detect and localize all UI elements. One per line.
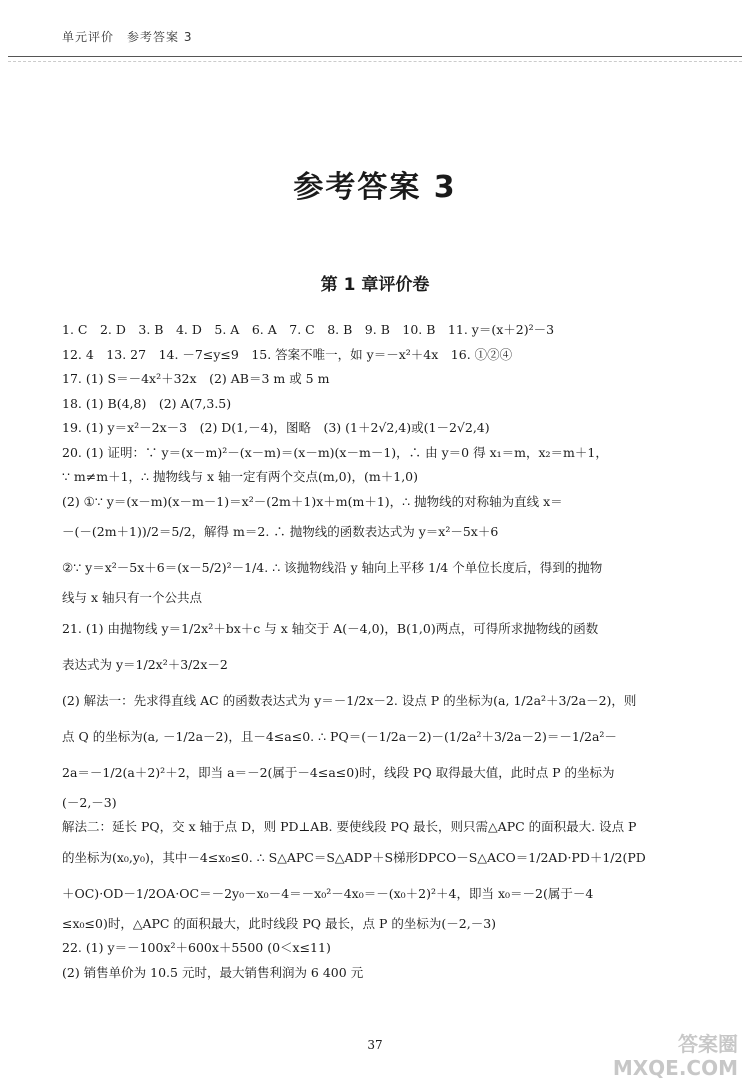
page-number: 37 bbox=[367, 1038, 383, 1052]
answer-line: ＋OC)·OD－1/2OA·OC＝－2y₀－x₀－4＝－x₀²－4x₀＝－(x₀＋2)²＋4，即当 x₀＝－2(属于－4 bbox=[62, 885, 594, 901]
answer-line: 18. (1) B(4,8) (2) A(7,3.5) bbox=[62, 395, 232, 411]
watermark bbox=[613, 1032, 738, 1080]
answer-line: 解法二：延长 PQ，交 x 轴于点 D，则 PD⊥AB. 要使线段 PQ 最长，则只需△APC 的面积最大. 设点 P bbox=[62, 819, 637, 834]
answer-line: 线与 x 轴只有一个公共点 bbox=[62, 590, 202, 605]
answer-line: －(－(2m＋1))/2＝5/2，解得 m＝2. ∴ 抛物线的函数表达式为 y＝x²－5x＋6 bbox=[62, 524, 499, 539]
answer-line: ∵ m≠m＋1，∴ 抛物线与 x 轴一定有两个交点(m,0)，(m＋1,0) bbox=[62, 469, 419, 484]
answer-line: 12. 4 13. 27 14. －7≤y≤9 15. 答案不唯一，如 y＝－x²＋4x 16. ①②④ bbox=[62, 346, 513, 362]
answer-line: (2) 销售单价为 10.5 元时，最大销售利润为 6 400 元 bbox=[62, 964, 364, 980]
page-title: 参考答案 3 bbox=[293, 170, 457, 205]
answer-line: 17. (1) S＝－4x²＋32x (2) AB＝3 m 或 5 m bbox=[62, 371, 330, 386]
answer-line: 的坐标为(x₀,y₀)，其中－4≤x₀≤0. ∴ S△APC＝S△ADP＋S梯形DPCO－S△ACO＝1/2AD·PD＋1/2(PD bbox=[62, 849, 646, 865]
answer-line: 1. C 2. D 3. B 4. D 5. A 6. A 7. C 8. B 9. B 10. B 11. y＝(x＋2)²－3 bbox=[62, 322, 555, 337]
answer-line: ②∵ y＝x²－5x＋6＝(x－5/2)²－1/4. ∴ 该抛物线沿 y 轴向上平移 1/4 个单位长度后，得到的抛物 bbox=[62, 560, 603, 575]
answer-line: ≤x₀≤0)时，△APC 的面积最大，此时线段 PQ 最长，点 P 的坐标为(－2,－3) bbox=[62, 915, 497, 931]
answer-line: 点 Q 的坐标为(a, －1/2a－2)，且－4≤a≤0. ∴ PQ＝(－1/2a－2)－(1/2a²＋3/2a－2)＝－1/2a²－ bbox=[62, 728, 617, 744]
answer-line: (－2,－3) bbox=[62, 794, 117, 810]
answer-line: 19. (1) y＝x²－2x－3 (2) D(1,－4)，图略 (3) (1＋2√2,4)或(1－2√2,4) bbox=[62, 420, 490, 435]
answer-line: 22. (1) y＝－100x²＋600x＋5500 (0＜x≤11) bbox=[62, 940, 331, 955]
header-rule-dashed bbox=[8, 61, 742, 62]
answer-body bbox=[62, 318, 722, 985]
answer-line: 20. (1) 证明：∵ y＝(x－m)²－(x－m)＝(x－m)(x－m－1)，∴ 由 y＝0 得 x₁＝m，x₂＝m＋1， bbox=[62, 444, 608, 460]
answer-line: 表达式为 y＝1/2x²＋3/2x－2 bbox=[62, 656, 228, 672]
answer-line: (2) ①∵ y＝(x－m)(x－m－1)＝x²－(2m＋1)x＋m(m＋1)，∴ 抛物线的对称轴为直线 x＝ bbox=[62, 493, 563, 509]
answer-line: 21. (1) 由抛物线 y＝1/2x²＋bx＋c 与 x 轴交于 A(－4,0)，B(1,0)两点，可得所求抛物线的函数 bbox=[62, 620, 599, 636]
answer-line: 2a＝－1/2(a＋2)²＋2，即当 a＝－2(属于－4≤a≤0)时，线段 PQ 取得最大值，此时点 P 的坐标为 bbox=[62, 764, 615, 780]
header-rule bbox=[8, 56, 742, 57]
answer-line: (2) 解法一：先求得直线 AC 的函数表达式为 y＝－1/2x－2. 设点 P 的坐标为(a, 1/2a²＋3/2a－2)，则 bbox=[62, 692, 637, 708]
section-title: 第 1 章评价卷 bbox=[320, 275, 430, 295]
watermark-url: MXQE.COM bbox=[612, 1056, 738, 1080]
running-head: 单元评价 参考答案 3 bbox=[62, 30, 193, 44]
watermark-logo-text: 答案圈 bbox=[678, 1032, 738, 1056]
